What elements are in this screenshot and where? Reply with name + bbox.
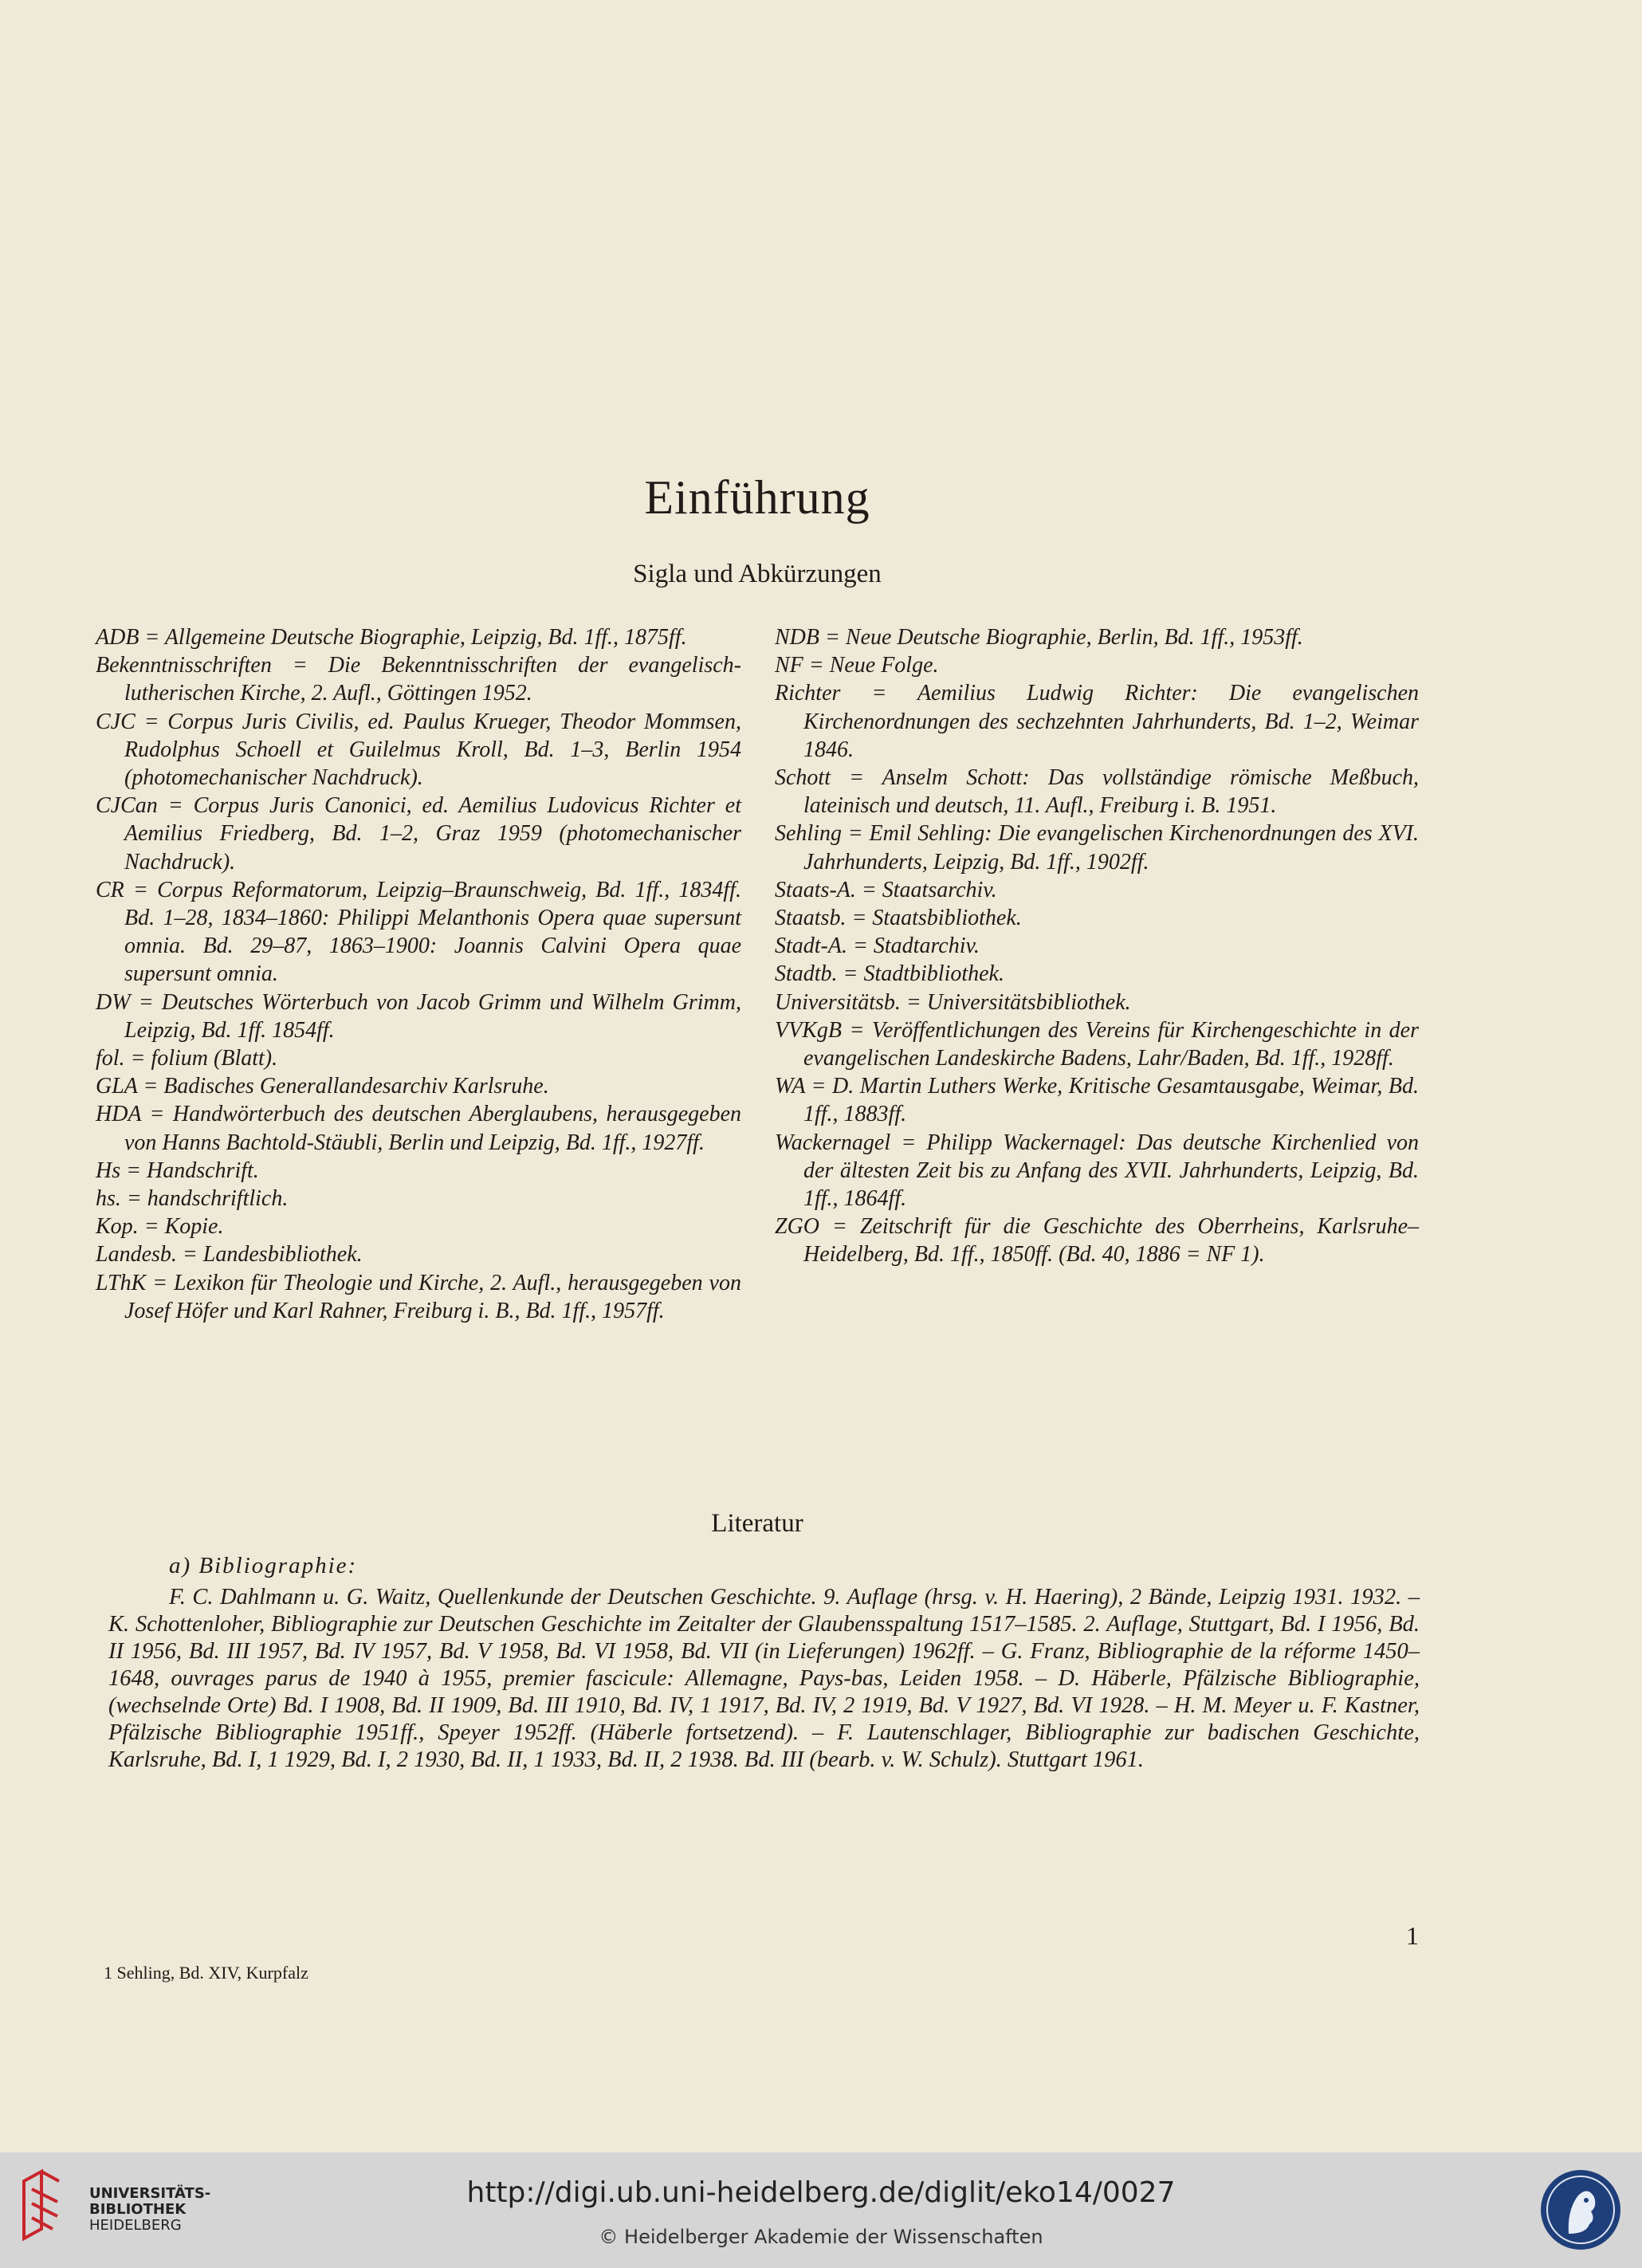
abbreviation-entry: Stadtb. = Stadtbibliothek. — [775, 961, 1004, 987]
section-heading-literatur: Literatur — [711, 1509, 803, 1538]
abbreviation-entry: Wackernagel = Philipp Wackernagel: Das deutsche Kirchenlied von der ältesten Zeit bis zu Anfang des XVII. Jahrhunderts, Leipzig, Bd. 1ff., 1864ff. — [775, 1130, 1419, 1212]
page-title: Einführung — [644, 471, 870, 524]
abbreviation-entry: VVKgB = Veröffentlichungen des Vereins für Kirchengeschichte in der evangelischen Landeskirche Badens, Lahr/Baden, Bd. 1ff., 1928ff. — [775, 1017, 1419, 1071]
abbreviation-entry: CR = Corpus Reformatorum, Leipzig–Braunschweig, Bd. 1ff., 1834ff. Bd. 1–28, 1834–1860: Philippi Melanthonis Opera quae supersunt omnia. Bd. 29–87, 1863–1900: Joannis Calvini Opera quae supersunt omnia. — [96, 877, 741, 987]
logo-text-line1: UNIVERSITÄTS- — [89, 2185, 211, 2202]
abbreviation-entry: Hs = Handschrift. — [96, 1158, 259, 1183]
abbreviation-entry: Bekenntnisschriften = Die Bekenntnisschriften der evangelisch-lutherischen Kirche, 2. Aufl., Göttingen 1952. — [96, 653, 741, 706]
abbreviations-right-column — [775, 623, 1419, 1269]
abbreviation-entry: Staatsb. = Staatsbibliothek. — [775, 906, 1022, 931]
abbreviation-entry: hs. = handschriftlich. — [96, 1186, 289, 1212]
abbreviation-entry: Richter = Aemilius Ludwig Richter: Die evangelischen Kirchenordnungen des sechzehnten Jahrhunderts, Bd. 1–2, Weimar 1846. — [775, 681, 1419, 762]
abbreviation-entry: fol. = folium (Blatt). — [96, 1046, 278, 1071]
literatur-paragraph: F. C. Dahlmann u. G. Waitz, Quellenkunde der Deutschen Geschichte. 9. Auflage (hrsg. v. H. Haering), 2 Bände, Leipzig 1931. 1932. – K. Schottenloher, Bibliographie zur Deutschen Geschichte im Zeitalter der Glaubensspaltung 1517–1585. 2. Auflage, Stuttgart, Bd. I 1956, Bd. II 1956, Bd. III 1957, Bd. IV 1957, Bd. V 1958, Bd. VI 1958, Bd. VII (in Lieferungen) 1962ff. – G. Franz, Bibliographie de la réforme 1450–1648, ouvrages parus de 1940 à 1955, premier fascicule: Allemagne, Pays-bas, Leiden 1958. – D. Häberle, Pfälzische Bibliographie, (wechselnde Orte) Bd. I 1908, Bd. II 1909, Bd. III 1910, Bd. IV, 1 1917, Bd. IV, 2 1919, Bd. V 1927, Bd. VI 1928. – H. M. Meyer u. F. Kastner, Pfälzische Bibliographie 1951ff., Speyer 1952ff. (Häberle fortsetzend). – F. Lautenschlager, Bibliographie zur badischen Geschichte, Karlsruhe, Bd. I, 1 1929, Bd. I, 2 1930, Bd. II, 1 1933, Bd. II, 2 1938. Bd. III (bearb. v. W. Schulz). Stuttgart 1961. — [108, 1585, 1420, 1772]
abbreviation-entry: Stadt-A. = Stadtarchiv. — [775, 934, 980, 959]
abbreviation-entry: DW = Deutsches Wörterbuch von Jacob Grimm und Wilhelm Grimm, Leipzig, Bd. 1ff. 1854ff. — [96, 989, 741, 1043]
abbreviation-entry: Schott = Anselm Schott: Das vollständige römische Meßbuch, lateinisch und deutsch, 11. Aufl., Freiburg i. B. 1951. — [775, 765, 1419, 819]
abbreviation-entry: ZGO = Zeitschrift für die Geschichte des Oberrheins, Karlsruhe–Heidelberg, Bd. 1ff., 1850ff. (Bd. 40, 1886 = NF 1). — [775, 1214, 1419, 1268]
page-number: 1 — [1406, 1921, 1419, 1950]
abbreviation-entry: LThK = Lexikon für Theologie und Kirche, 2. Aufl., herausgegeben von Josef Höfer und Karl Rahner, Freiburg i. B., Bd. 1ff., 1957ff. — [96, 1270, 741, 1323]
abbreviation-entry: Staats-A. = Staatsarchiv. — [775, 877, 997, 902]
viewer-footer — [0, 2152, 1642, 2268]
abbreviation-entry: CJCan = Corpus Juris Canonici, ed. Aemilius Ludovicus Richter et Aemilius Friedberg, Bd. 1–2, Graz 1959 (photomechanischer Nachdruck). — [96, 793, 741, 875]
abbreviation-entry: CJC = Corpus Juris Civilis, ed. Paulus Krueger, Theodor Mommsen, Rudolphus Schoell et Guilelmus Kroll, Bd. 1–3, Berlin 1954 (photomechanischer Nachdruck). — [96, 709, 741, 791]
abbreviation-entry: NDB = Neue Deutsche Biographie, Berlin, Bd. 1ff., 1953ff. — [775, 625, 1303, 650]
copyright-notice: © Heidelberger Akademie der Wissenschaften — [599, 2226, 1043, 2248]
abbreviation-entry: Sehling = Emil Sehling: Die evangelischen Kirchenordnungen des XVI. Jahrhunderts, Leipzig, Bd. 1ff., 1902ff. — [775, 821, 1419, 875]
abbreviation-entry: Universitätsb. = Universitätsbibliothek. — [775, 989, 1131, 1015]
abbreviation-entry: NF = Neue Folge. — [775, 653, 939, 678]
footnote: 1 Sehling, Bd. XIV, Kurpfalz — [104, 1963, 308, 1983]
abbreviation-entry: WA = D. Martin Luthers Werke, Kritische Gesamtausgabe, Weimar, Bd. 1ff., 1883ff. — [775, 1074, 1419, 1127]
abbreviations-left-column — [96, 623, 741, 1325]
subheading-bibliographie: a) Bibliographie: — [169, 1553, 358, 1578]
abbreviation-entry: Kop. = Kopie. — [96, 1214, 224, 1240]
section-heading-sigla: Sigla und Abkürzungen — [633, 560, 882, 588]
academy-seal-icon — [1537, 2162, 1624, 2258]
logo-text-line3: HEIDELBERG — [89, 2217, 182, 2234]
abbreviation-entry: Landesb. = Landesbibliothek. — [96, 1242, 363, 1268]
abbreviation-entry: HDA = Handwörterbuch des deutschen Aberglaubens, herausgegeben von Hanns Bachtold-Stäubli, Berlin und Leipzig, Bd. 1ff., 1927ff. — [96, 1102, 741, 1155]
page-url-link[interactable]: http://digi.ub.uni-heidelberg.de/diglit/eko14/0027 — [466, 2176, 1176, 2209]
abbreviation-entry: ADB = Allgemeine Deutsche Biographie, Leipzig, Bd. 1ff., 1875ff. — [96, 625, 687, 650]
abbreviation-entry: GLA = Badisches Generallandesarchiv Karlsruhe. — [96, 1074, 549, 1099]
logo-text-line2: BIBLIOTHEK — [89, 2201, 187, 2218]
